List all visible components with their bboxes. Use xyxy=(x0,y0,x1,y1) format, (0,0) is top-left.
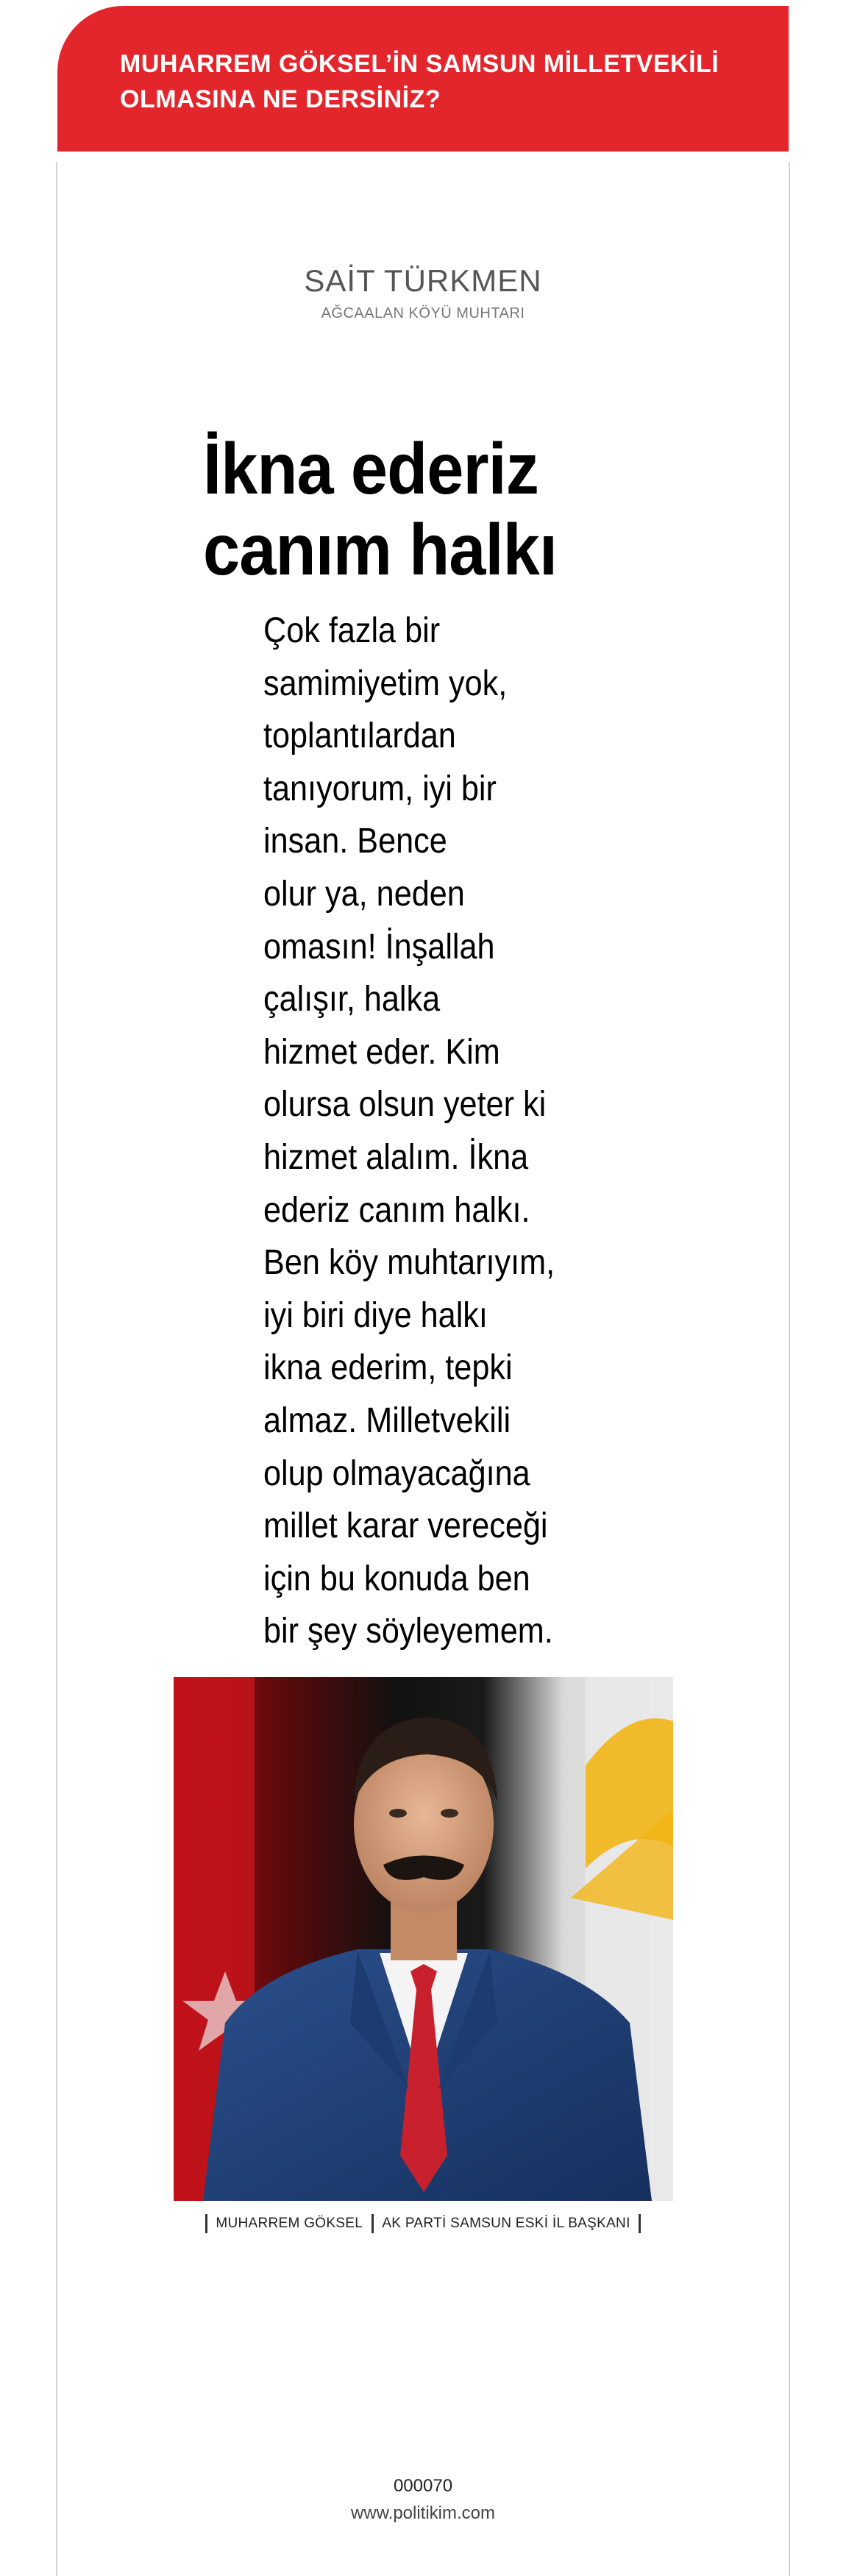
caption-separator xyxy=(639,2214,641,2233)
body-line: samimiyetim yok, xyxy=(263,663,508,703)
caption-name: MUHARREM GÖKSEL xyxy=(216,2216,363,2231)
author-role: AĞCAALAN KÖYÜ MUHTARI xyxy=(321,305,525,321)
body-line: hizmet eder. Kim xyxy=(263,1032,500,1072)
body-line: olup olmayacağına xyxy=(263,1454,530,1493)
photo-caption xyxy=(0,2214,846,2233)
body-line: bir şey söyleyemem. xyxy=(263,1612,553,1651)
headline-line-1: İkna ederiz xyxy=(203,428,538,509)
body-line: insan. Bence xyxy=(263,822,447,861)
body-line: toplantılardan xyxy=(263,716,456,756)
page-number: 000070 xyxy=(393,2476,453,2496)
body-line: olursa olsun yeter ki xyxy=(263,1085,547,1125)
body-line: millet karar vereceği xyxy=(263,1506,548,1546)
body-line: için bu konuda ben xyxy=(263,1559,530,1598)
banner-line-2: OLMASINA NE DERSİNİZ? xyxy=(120,85,441,113)
body-line: iyi biri diye halkı xyxy=(263,1295,488,1335)
portrait-photo xyxy=(174,1677,673,2201)
body-line: tanıyorum, iyi bir xyxy=(263,769,497,808)
author-name: SAİT TÜRKMEN xyxy=(304,263,542,298)
article-body xyxy=(263,605,616,1658)
caption-separator xyxy=(372,2214,374,2233)
caption-title: AK PARTİ SAMSUN ESKİ İL BAŞKANI xyxy=(382,2216,630,2231)
body-line: omasın! İnşallah xyxy=(263,927,495,967)
headline-line-2: canım halkı xyxy=(203,509,557,590)
body-line: Ben köy muhtarıyım, xyxy=(263,1243,555,1283)
caption-separator xyxy=(205,2214,207,2233)
question-banner xyxy=(57,6,789,152)
article-headline xyxy=(203,428,677,590)
body-line: ikna ederim, tepki xyxy=(263,1348,513,1388)
body-line: çalışır, halka xyxy=(263,980,441,1020)
body-line: Çok fazla bir xyxy=(263,611,441,650)
banner-question xyxy=(120,46,767,117)
body-line: ederiz canım halkı. xyxy=(263,1190,530,1230)
body-line: olur ya, neden xyxy=(263,874,465,914)
banner-line-1: MUHARREM GÖKSEL’İN SAMSUN MİLLETVEKİLİ xyxy=(120,50,719,78)
body-line: almaz. Milletvekili xyxy=(263,1401,511,1440)
website-link[interactable]: www.politikim.com xyxy=(350,2503,496,2523)
body-line: hizmet alalım. İkna xyxy=(263,1137,529,1177)
